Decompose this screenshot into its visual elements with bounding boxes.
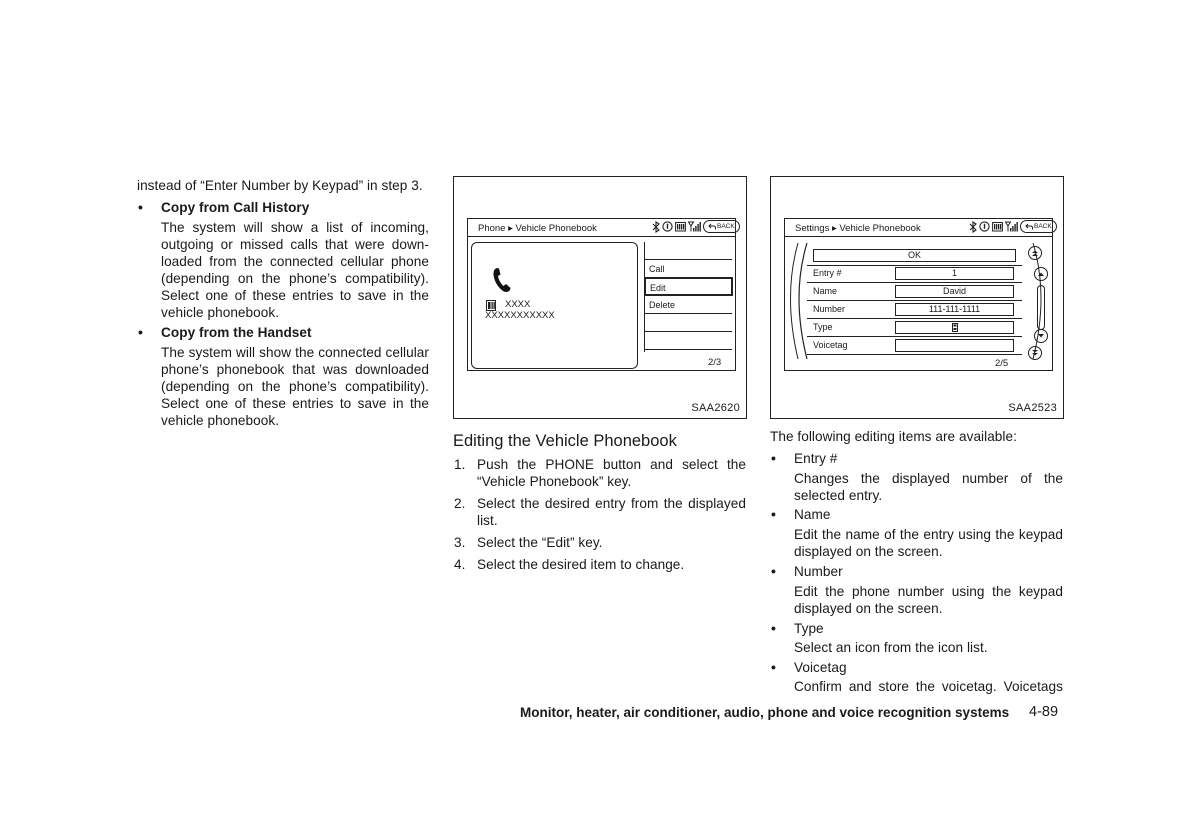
type-icon (952, 323, 958, 332)
phone-status-icon (662, 221, 673, 232)
field-label: Name (813, 286, 838, 296)
menu-item-delete[interactable]: Delete (645, 296, 732, 314)
menu-item-empty (645, 242, 732, 260)
body-line: vehicle phonebook. (161, 412, 280, 428)
body-line: vehicle phonebook. (161, 304, 280, 320)
signal-strength-icon (688, 221, 701, 232)
ok-button[interactable]: OK (813, 249, 1016, 262)
body-line: phone’s phonebook that was downloaded (161, 361, 429, 377)
chevron-up-icon (1037, 271, 1045, 277)
title-divider (468, 236, 735, 237)
back-button[interactable] (1020, 220, 1057, 233)
bullet-dot: • (771, 620, 776, 636)
bullet-title: Copy from the Handset (161, 325, 312, 340)
battery-icon (992, 221, 1003, 232)
screen-phonebook-menu (467, 218, 736, 371)
step-line: Select the “Edit” key. (477, 535, 603, 550)
bullet-body (161, 219, 429, 321)
body-line: Changes the displayed number of the (794, 471, 1063, 486)
field-row-entry[interactable] (807, 265, 1022, 283)
body-line: Confirm and store the voicetag. Voicetags (794, 679, 1063, 694)
body-line: loaded from the connected cellular phone (161, 253, 429, 269)
body-line: Edit the phone number using the keypad (794, 584, 1063, 599)
step-text (477, 495, 746, 529)
phone-status-icon (979, 221, 990, 232)
field-value[interactable] (895, 321, 1014, 334)
step-line: Select the desired entry from the displayed (477, 496, 746, 511)
chevron-down-icon (1037, 333, 1045, 339)
screen-title: Settings ▸ Vehicle Phonebook (795, 223, 921, 234)
bullet-body (161, 344, 429, 429)
item-title: Name (794, 507, 831, 522)
figure-edit-entry (770, 176, 1064, 419)
bullet-dot: • (138, 199, 143, 215)
screen-title: Phone ▸ Vehicle Phonebook (478, 223, 597, 234)
page-indicator: 2/5 (995, 358, 1009, 369)
field-value[interactable]: 1 (895, 267, 1014, 280)
double-chevron-down-icon (1031, 349, 1039, 357)
back-label: BACK (1034, 223, 1052, 230)
entry-number: XXXXXXXXXXX (485, 310, 555, 321)
menu-item-edit[interactable]: Edit (644, 277, 733, 296)
body-line: outgoing or missed calls that were down- (161, 236, 429, 252)
page-down-button[interactable] (1028, 346, 1042, 360)
bullet-dot: • (771, 506, 776, 522)
step-number: 1. (454, 457, 466, 472)
battery-icon (675, 221, 686, 232)
body-line: The system will show the connected cellular (161, 344, 429, 360)
field-row-number[interactable] (807, 301, 1022, 319)
item-body (794, 470, 1063, 504)
bullet-dot: • (771, 659, 776, 675)
back-label: BACK (717, 223, 735, 230)
field-value[interactable]: 111-111-1111 (895, 303, 1014, 316)
scroll-down-button[interactable] (1034, 329, 1048, 343)
back-button[interactable] (703, 220, 740, 233)
step-line: Push the PHONE button and select the (477, 457, 746, 472)
footer-section-title: Monitor, heater, air conditioner, audio, phone and voice recognition systems (520, 705, 1010, 720)
status-bar (969, 220, 1057, 233)
bluetooth-icon (969, 221, 977, 233)
page-number: 4-89 (1029, 704, 1059, 720)
step-line: “Vehicle Phonebook” key. (477, 474, 632, 489)
field-label: Voicetag (813, 340, 848, 350)
status-bar (652, 220, 740, 233)
step-number: 4. (454, 557, 466, 572)
menu-item-call[interactable]: Call (645, 260, 732, 278)
body-line: (depending on the phone’s compatibility). (161, 378, 429, 394)
scrollbar-track[interactable] (1037, 285, 1045, 330)
field-row-type[interactable] (807, 319, 1022, 337)
scroll-up-button[interactable] (1034, 267, 1048, 281)
entry-name: XXXX (505, 299, 531, 310)
field-label: Type (813, 322, 833, 332)
body-line: selected entry. (794, 488, 883, 503)
body-line: Select one of these entries to save in the (161, 395, 429, 411)
body-line: Select an icon from the icon list. (794, 640, 988, 655)
bullet-title: Copy from Call History (161, 200, 310, 215)
item-title: Type (794, 621, 824, 636)
field-value[interactable]: David (895, 285, 1014, 298)
section-heading: Editing the Vehicle Phonebook (453, 432, 677, 450)
item-body (794, 526, 1063, 560)
bullet-dot: • (771, 450, 776, 466)
field-row-voicetag[interactable] (807, 337, 1022, 355)
bullet-dot: • (138, 324, 143, 340)
field-label: Number (813, 304, 846, 314)
body-line: displayed on the screen. (794, 601, 943, 616)
item-body (794, 678, 1063, 695)
item-title: Voicetag (794, 660, 847, 675)
intro-line: instead of “Enter Number by Keypad” in step 3. (137, 178, 423, 193)
bullet-dot: • (771, 563, 776, 579)
figure-caption: SAA2620 (691, 402, 740, 414)
body-line: displayed on the screen. (794, 544, 943, 559)
action-menu (644, 242, 732, 352)
step-text (477, 456, 746, 490)
field-row-name[interactable] (807, 283, 1022, 301)
body-line: The system will show a list of incoming, (161, 219, 429, 235)
body-line: (depending on the phone’s compatibility). (161, 270, 429, 286)
item-title: Number (794, 564, 843, 579)
menu-item-empty (645, 332, 732, 350)
page-up-button[interactable] (1028, 246, 1042, 260)
entry-detail-panel (471, 242, 638, 369)
body-line: Select one of these entries to save in the (161, 287, 429, 303)
page-indicator: 2/3 (708, 357, 722, 368)
back-arrow-icon (1025, 223, 1033, 230)
bluetooth-icon (652, 221, 660, 233)
screen-edit-entry (784, 218, 1053, 371)
figure-caption: SAA2523 (1008, 402, 1057, 414)
item-title: Entry # (794, 451, 838, 466)
field-value[interactable] (895, 339, 1014, 352)
signal-strength-icon (1005, 221, 1018, 232)
item-body (794, 583, 1063, 617)
step-line: Select the desired item to change. (477, 557, 685, 572)
double-chevron-up-icon (1031, 249, 1039, 257)
figure-phonebook-menu (453, 176, 747, 419)
field-label: Entry # (813, 268, 842, 278)
title-divider (785, 236, 1052, 237)
step-number: 3. (454, 535, 466, 550)
menu-item-empty (645, 314, 732, 332)
step-line: list. (477, 513, 498, 528)
intro-line: The following editing items are available: (770, 429, 1017, 444)
back-arrow-icon (708, 223, 716, 230)
body-line: Edit the name of the entry using the keypad (794, 527, 1063, 542)
step-number: 2. (454, 496, 466, 511)
phone-handset-icon (492, 266, 512, 294)
